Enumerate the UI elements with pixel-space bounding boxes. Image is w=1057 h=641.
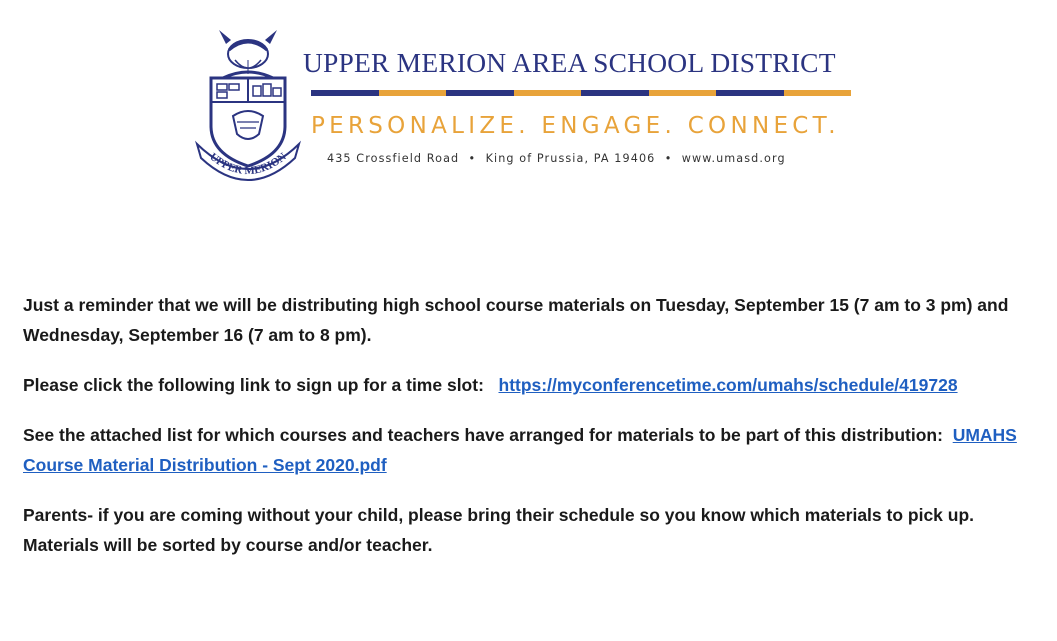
signup-text: Please click the following link to sign up for a time slot: (23, 375, 484, 395)
district-tagline: PERSONALIZE. ENGAGE. CONNECT. (311, 113, 840, 139)
paragraph-signup (23, 370, 1023, 400)
crest-ribbon-text: UPPER MERION (207, 150, 289, 178)
brand-stripe (311, 90, 851, 96)
district-address: 435 Crossfield Road • King of Prussia, PA 19406 • www.umasd.org (327, 152, 786, 165)
paragraph-reminder: Just a reminder that we will be distributing high school course materials on Tuesday, September 15 (7 am to 3 pm) and Wednesday, September 16 (7 am to 8 pm). (23, 295, 1009, 345)
paragraph-attachment (23, 420, 1023, 480)
school-crest-logo (193, 26, 303, 184)
district-name: UPPER MERION AREA SCHOOL DISTRICT (303, 47, 836, 78)
letterhead (193, 26, 873, 186)
attachment-text: See the attached list for which courses and teachers have arranged for materials to be part of this distribution: (23, 425, 943, 445)
paragraph-parents: Parents- if you are coming without your child, please bring their schedule so you know which materials to pick up. Materials will be sorted by course and/or teacher. (23, 505, 975, 555)
message-body (23, 290, 1023, 580)
signup-link[interactable]: https://myconferencetime.com/umahs/schedule/419728 (498, 375, 958, 395)
attachment-link[interactable]: UMAHS Course Material Distribution - Sept 2020.pdf (23, 425, 1017, 475)
